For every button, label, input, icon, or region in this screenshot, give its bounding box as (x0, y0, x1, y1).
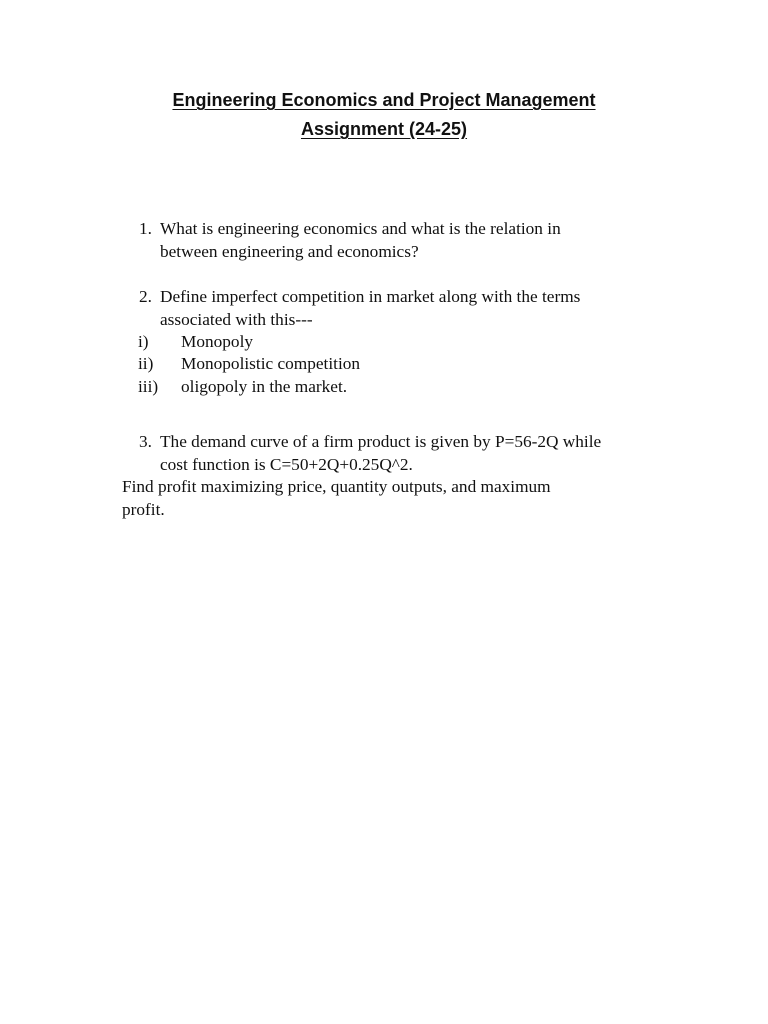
question-1-line-1: What is engineering economics and what is the relation in (160, 219, 561, 238)
subitem-marker: i) (138, 332, 149, 351)
subitem-marker: ii) (138, 354, 154, 373)
question-3-continuation-line-1: Find profit maximizing price, quantity outputs, and maximum (122, 477, 551, 496)
question-3-continuation-line-2: profit. (122, 500, 165, 519)
question-3-line-2: cost function is C=50+2Q+0.25Q^2. (160, 455, 413, 474)
question-3-number: 3. (139, 432, 152, 451)
document-subtitle: Assignment (24-25) (300, 119, 468, 139)
question-2-line-1: Define imperfect competition in market along with the terms (160, 287, 581, 306)
subitem-text: oligopoly in the market. (181, 377, 348, 396)
document-title: Engineering Economics and Project Management (172, 90, 596, 110)
question-1-line-2: between engineering and economics? (160, 242, 419, 261)
question-3-line-1: The demand curve of a firm product is given by P=56-2Q while (160, 432, 602, 451)
question-2-number: 2. (139, 287, 152, 306)
subitem-marker: iii) (138, 377, 159, 396)
subitem-text: Monopoly (181, 332, 254, 351)
question-1-number: 1. (139, 219, 152, 238)
subitem-text: Monopolistic competition (181, 354, 361, 373)
question-2-line-2: associated with this--- (160, 310, 313, 329)
